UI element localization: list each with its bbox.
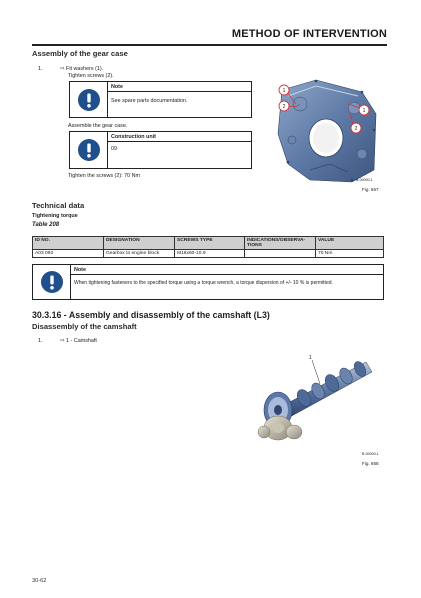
step-line-tighten-torque: Tighten the screws (2): 70 Nm (68, 173, 140, 179)
note-text: When tightening fasteners to the specified torque using a torque wrench, a torque dispersion of +/- 10 % is permitted. (74, 280, 333, 286)
camshaft-illustration (248, 340, 384, 452)
step-number: 1. (38, 338, 43, 344)
section-heading-gear-case: Assembly of the gear case (32, 49, 128, 58)
callout-label: 1 (282, 88, 286, 94)
note-divider (108, 141, 251, 142)
callout-label: 1 (309, 355, 312, 361)
exclamation-icon (78, 139, 100, 161)
table-cell: 70 Nm (316, 250, 384, 258)
note-icon-cell (70, 82, 108, 117)
callout-label: 2 (354, 126, 358, 132)
table-row (33, 250, 384, 258)
tightening-torque-subheading: Tightening torque (32, 213, 78, 219)
figure-caption: Fig. 668 (362, 461, 379, 466)
note-box-torque-dispersion (32, 264, 384, 300)
note-title: Note (74, 267, 86, 273)
torque-table (32, 236, 384, 258)
table-cell: Gearbox to engine block (104, 250, 175, 258)
note-icon-cell (33, 265, 71, 299)
gear-case-illustration (270, 74, 382, 194)
arrow-icon: ⇨ (60, 338, 65, 344)
note-text: See spare parts documentation. (111, 98, 188, 104)
table-cell: A03 092 (33, 250, 104, 258)
note-title: Construction unit (111, 134, 156, 140)
figure-code: B-00000-1 (362, 452, 379, 456)
page-number: 30-62 (32, 578, 47, 584)
section-heading-camshaft: 30.3.16 - Assembly and disassembly of the camshaft (L3) (32, 310, 270, 320)
technical-data-heading: Technical data (32, 201, 85, 210)
page-title: METHOD OF INTERVENTION (231, 28, 387, 40)
table-header-cell: SCREWS TYPE (175, 237, 245, 250)
callout-label: 2 (282, 104, 286, 110)
header-rule (32, 44, 387, 46)
table-cell: M16x60-10.9 (175, 250, 245, 258)
table-header-cell: ID NO. (33, 237, 104, 250)
exclamation-icon (78, 89, 100, 111)
note-box-construction-unit (69, 131, 252, 169)
note-divider (108, 91, 251, 92)
arrow-icon: ⇨ (60, 66, 65, 72)
figure-caption: Fig. 667 (362, 187, 379, 192)
note-text: 09 (111, 146, 117, 152)
callout-label: 1 (362, 108, 366, 114)
figure-gear-case (270, 74, 382, 194)
step-line-assemble: Assemble the gear case. (68, 123, 128, 129)
table-header-cell: VALUE (316, 237, 384, 250)
figure-code: B-00000-1 (356, 178, 373, 182)
table-header-cell: INDICATIONS/OBSERVA-TIONS (245, 237, 316, 250)
step-line-camshaft: ⇨ 1 - Camshaft (60, 338, 97, 344)
figure-camshaft (248, 340, 384, 452)
step-line-fit-washers: ⇨ Fit washers (1). (60, 66, 104, 72)
subheading-disassembly-camshaft: Disassembly of the camshaft (32, 322, 137, 331)
table-header-cell: DESIGNATION (104, 237, 175, 250)
table-label: Table 208 (32, 222, 60, 228)
note-box-spare-parts (69, 81, 252, 118)
step-number: 1. (38, 66, 43, 72)
note-divider (71, 274, 383, 275)
table-cell (245, 250, 316, 258)
table-header-row (33, 237, 384, 250)
step-line-tighten-screws: Tighten screws (2). (68, 73, 114, 79)
note-title: Note (111, 84, 123, 90)
note-icon-cell (70, 132, 108, 168)
exclamation-icon (41, 271, 63, 293)
